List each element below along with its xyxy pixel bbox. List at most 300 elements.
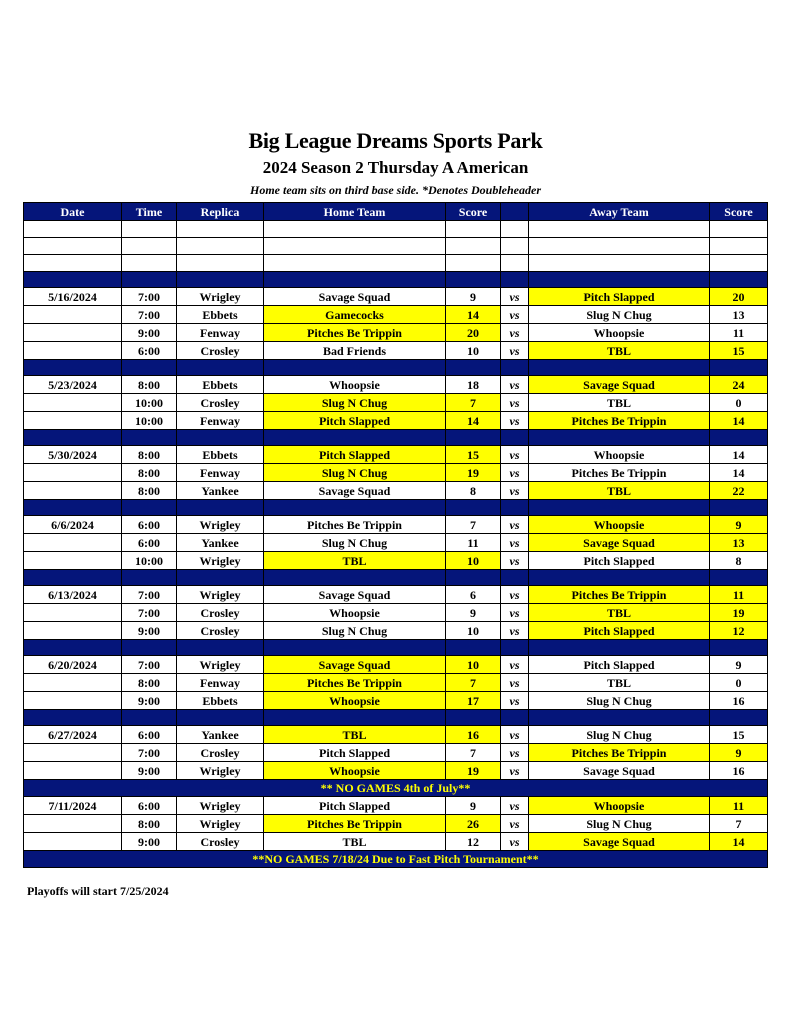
game-field: Wrigley — [177, 797, 264, 815]
col-date-header: Date — [24, 203, 122, 221]
blank-row — [24, 238, 768, 255]
home-score: 17 — [446, 692, 501, 710]
game-time: 6:00 — [122, 797, 177, 815]
separator-cell — [529, 360, 710, 376]
away-score: 8 — [710, 552, 768, 570]
week-separator-row — [24, 360, 768, 376]
away-score: 15 — [710, 726, 768, 744]
home-score: 20 — [446, 324, 501, 342]
week-separator-row — [24, 430, 768, 446]
away-team: Whoopsie — [529, 797, 710, 815]
game-row — [24, 656, 768, 674]
game-field: Ebbets — [177, 306, 264, 324]
game-field: Wrigley — [177, 288, 264, 306]
vs-label: vs — [501, 744, 529, 762]
separator-cell — [264, 570, 446, 586]
col-away-score-header: Score — [710, 203, 768, 221]
game-time: 8:00 — [122, 815, 177, 833]
game-date — [24, 692, 122, 710]
vs-label: vs — [501, 342, 529, 360]
page-subtitle: 2024 Season 2 Thursday A American — [262, 158, 529, 177]
game-row — [24, 464, 768, 482]
away-team: Whoopsie — [529, 446, 710, 464]
game-row — [24, 376, 768, 394]
game-row — [24, 726, 768, 744]
game-date: 5/16/2024 — [24, 288, 122, 306]
home-team: Whoopsie — [264, 692, 446, 710]
playoffs-note: Playoffs will start 7/25/2024 — [27, 884, 169, 898]
game-date: 6/13/2024 — [24, 586, 122, 604]
home-score: 16 — [446, 726, 501, 744]
separator-cell — [24, 430, 122, 446]
home-score: 7 — [446, 674, 501, 692]
game-row — [24, 482, 768, 500]
game-date — [24, 534, 122, 552]
game-time: 9:00 — [122, 762, 177, 780]
game-date — [24, 342, 122, 360]
home-team: Pitch Slapped — [264, 446, 446, 464]
page-title: Big League Dreams Sports Park — [248, 128, 543, 153]
separator-cell — [177, 710, 264, 726]
separator-cell — [24, 360, 122, 376]
vs-label: vs — [501, 394, 529, 412]
game-date — [24, 762, 122, 780]
separator-cell — [24, 570, 122, 586]
game-date — [24, 464, 122, 482]
away-team: TBL — [529, 482, 710, 500]
away-team: Pitches Be Trippin — [529, 412, 710, 430]
game-field: Crosley — [177, 833, 264, 851]
away-score: 14 — [710, 464, 768, 482]
away-team: Pitch Slapped — [529, 552, 710, 570]
schedule-body — [24, 221, 768, 868]
week-separator-row — [24, 640, 768, 656]
game-row — [24, 762, 768, 780]
separator-cell — [501, 710, 529, 726]
game-row — [24, 586, 768, 604]
separator-cell — [710, 570, 768, 586]
separator-cell — [177, 640, 264, 656]
separator-cell — [446, 430, 501, 446]
separator-cell — [501, 640, 529, 656]
game-field: Ebbets — [177, 692, 264, 710]
separator-cell — [24, 272, 122, 288]
away-score: 13 — [710, 306, 768, 324]
separator-cell — [264, 272, 446, 288]
game-row — [24, 604, 768, 622]
home-team: TBL — [264, 726, 446, 744]
separator-cell — [710, 430, 768, 446]
game-row — [24, 288, 768, 306]
game-time: 7:00 — [122, 604, 177, 622]
game-field: Wrigley — [177, 656, 264, 674]
home-score: 19 — [446, 464, 501, 482]
separator-cell — [529, 272, 710, 288]
home-team: Whoopsie — [264, 762, 446, 780]
game-date — [24, 622, 122, 640]
separator-cell — [529, 640, 710, 656]
separator-cell — [446, 570, 501, 586]
game-field: Wrigley — [177, 815, 264, 833]
game-date — [24, 394, 122, 412]
vs-label: vs — [501, 446, 529, 464]
game-field: Ebbets — [177, 446, 264, 464]
separator-cell — [446, 500, 501, 516]
game-row — [24, 534, 768, 552]
separator-cell — [122, 430, 177, 446]
blank-row — [24, 255, 768, 272]
vs-label: vs — [501, 464, 529, 482]
away-team: TBL — [529, 342, 710, 360]
separator-cell — [122, 710, 177, 726]
game-date: 6/6/2024 — [24, 516, 122, 534]
separator-cell — [529, 710, 710, 726]
vs-label: vs — [501, 306, 529, 324]
home-score: 9 — [446, 797, 501, 815]
away-team: Slug N Chug — [529, 692, 710, 710]
vs-label: vs — [501, 815, 529, 833]
final-notice-row — [24, 851, 768, 868]
home-team: Whoopsie — [264, 376, 446, 394]
vs-label: vs — [501, 622, 529, 640]
separator-cell — [24, 500, 122, 516]
vs-label: vs — [501, 288, 529, 306]
game-row — [24, 552, 768, 570]
vs-label: vs — [501, 762, 529, 780]
separator-cell — [529, 500, 710, 516]
away-score: 19 — [710, 604, 768, 622]
game-row — [24, 833, 768, 851]
separator-cell — [264, 430, 446, 446]
game-field: Wrigley — [177, 516, 264, 534]
vs-label: vs — [501, 833, 529, 851]
game-time: 8:00 — [122, 376, 177, 394]
home-team: Pitch Slapped — [264, 744, 446, 762]
away-score: 7 — [710, 815, 768, 833]
separator-cell — [122, 640, 177, 656]
game-date — [24, 674, 122, 692]
home-score: 12 — [446, 833, 501, 851]
away-team: Pitches Be Trippin — [529, 464, 710, 482]
away-score: 0 — [710, 394, 768, 412]
home-score: 8 — [446, 482, 501, 500]
away-team: Pitch Slapped — [529, 656, 710, 674]
separator-cell — [264, 360, 446, 376]
home-score: 11 — [446, 534, 501, 552]
game-row — [24, 446, 768, 464]
game-date: 5/23/2024 — [24, 376, 122, 394]
home-team: Slug N Chug — [264, 394, 446, 412]
away-team: Pitches Be Trippin — [529, 586, 710, 604]
separator-cell — [529, 570, 710, 586]
home-score: 7 — [446, 394, 501, 412]
separator-cell — [710, 360, 768, 376]
schedule-table — [23, 202, 768, 868]
away-score: 14 — [710, 412, 768, 430]
home-team: Slug N Chug — [264, 622, 446, 640]
vs-label: vs — [501, 412, 529, 430]
game-date — [24, 604, 122, 622]
home-score: 10 — [446, 622, 501, 640]
away-team: Pitch Slapped — [529, 288, 710, 306]
separator-cell — [122, 272, 177, 288]
home-score: 7 — [446, 744, 501, 762]
blank-row — [24, 221, 768, 238]
away-team: TBL — [529, 674, 710, 692]
away-team: Slug N Chug — [529, 306, 710, 324]
game-field: Crosley — [177, 604, 264, 622]
game-time: 9:00 — [122, 692, 177, 710]
separator-cell — [177, 430, 264, 446]
col-replica-header: Replica — [177, 203, 264, 221]
game-time: 6:00 — [122, 726, 177, 744]
separator-cell — [24, 710, 122, 726]
separator-cell — [264, 710, 446, 726]
game-row — [24, 306, 768, 324]
away-score: 13 — [710, 534, 768, 552]
home-team: Slug N Chug — [264, 534, 446, 552]
away-score: 9 — [710, 516, 768, 534]
game-field: Crosley — [177, 342, 264, 360]
away-team: Slug N Chug — [529, 726, 710, 744]
vs-label: vs — [501, 604, 529, 622]
away-score: 15 — [710, 342, 768, 360]
separator-cell — [264, 500, 446, 516]
game-row — [24, 324, 768, 342]
vs-label: vs — [501, 797, 529, 815]
away-score: 11 — [710, 324, 768, 342]
game-field: Wrigley — [177, 552, 264, 570]
home-team: Slug N Chug — [264, 464, 446, 482]
home-team: Pitch Slapped — [264, 797, 446, 815]
home-team: Whoopsie — [264, 604, 446, 622]
away-team: TBL — [529, 394, 710, 412]
vs-label: vs — [501, 656, 529, 674]
final-notice-text: **NO GAMES 7/18/24 Due to Fast Pitch Tournament** — [24, 851, 768, 868]
away-team: TBL — [529, 604, 710, 622]
game-time: 7:00 — [122, 656, 177, 674]
notice-row — [24, 780, 768, 797]
separator-cell — [529, 430, 710, 446]
game-time: 9:00 — [122, 324, 177, 342]
away-score: 9 — [710, 656, 768, 674]
home-team: Savage Squad — [264, 482, 446, 500]
game-field: Fenway — [177, 324, 264, 342]
home-team: Gamecocks — [264, 306, 446, 324]
game-date: 5/30/2024 — [24, 446, 122, 464]
home-team: TBL — [264, 833, 446, 851]
game-row — [24, 744, 768, 762]
week-separator-row — [24, 500, 768, 516]
home-team: Savage Squad — [264, 586, 446, 604]
away-score: 0 — [710, 674, 768, 692]
separator-cell — [710, 710, 768, 726]
home-team: Pitch Slapped — [264, 412, 446, 430]
home-score: 15 — [446, 446, 501, 464]
page-note: Home team sits on third base side. *Denotes Doubleheader — [250, 183, 541, 197]
week-separator-row — [24, 710, 768, 726]
separator-cell — [446, 710, 501, 726]
away-score: 12 — [710, 622, 768, 640]
away-team: Savage Squad — [529, 376, 710, 394]
game-time: 7:00 — [122, 288, 177, 306]
col-away-team-header: Away Team — [529, 203, 710, 221]
game-row — [24, 516, 768, 534]
separator-cell — [501, 360, 529, 376]
vs-label: vs — [501, 692, 529, 710]
game-time: 7:00 — [122, 306, 177, 324]
game-field: Fenway — [177, 674, 264, 692]
separator-cell — [177, 360, 264, 376]
game-time: 8:00 — [122, 446, 177, 464]
separator-cell — [710, 640, 768, 656]
game-field: Yankee — [177, 726, 264, 744]
home-score: 10 — [446, 656, 501, 674]
away-team: Savage Squad — [529, 833, 710, 851]
game-date — [24, 412, 122, 430]
game-row — [24, 674, 768, 692]
home-score: 26 — [446, 815, 501, 833]
game-time: 10:00 — [122, 552, 177, 570]
home-score: 14 — [446, 412, 501, 430]
game-time: 6:00 — [122, 534, 177, 552]
game-date — [24, 815, 122, 833]
home-team: Pitches Be Trippin — [264, 324, 446, 342]
home-score: 10 — [446, 342, 501, 360]
notice-text: ** NO GAMES 4th of July** — [24, 780, 768, 797]
vs-label: vs — [501, 376, 529, 394]
away-score: 16 — [710, 762, 768, 780]
game-field: Crosley — [177, 744, 264, 762]
home-score: 9 — [446, 604, 501, 622]
game-date: 6/27/2024 — [24, 726, 122, 744]
separator-cell — [122, 570, 177, 586]
game-field: Ebbets — [177, 376, 264, 394]
game-date: 7/11/2024 — [24, 797, 122, 815]
away-team: Whoopsie — [529, 516, 710, 534]
col-home-team-header: Home Team — [264, 203, 446, 221]
separator-cell — [446, 360, 501, 376]
game-time: 8:00 — [122, 674, 177, 692]
game-row — [24, 394, 768, 412]
separator-cell — [501, 570, 529, 586]
away-team: Whoopsie — [529, 324, 710, 342]
game-time: 10:00 — [122, 412, 177, 430]
separator-cell — [24, 640, 122, 656]
game-field: Fenway — [177, 412, 264, 430]
home-score: 9 — [446, 288, 501, 306]
week-separator-row — [24, 272, 768, 288]
away-score: 11 — [710, 586, 768, 604]
home-score: 14 — [446, 306, 501, 324]
separator-cell — [122, 500, 177, 516]
game-date — [24, 552, 122, 570]
vs-label: vs — [501, 586, 529, 604]
game-field: Wrigley — [177, 586, 264, 604]
away-score: 20 — [710, 288, 768, 306]
game-time: 10:00 — [122, 394, 177, 412]
away-team: Slug N Chug — [529, 815, 710, 833]
vs-label: vs — [501, 482, 529, 500]
away-score: 11 — [710, 797, 768, 815]
home-team: Savage Squad — [264, 288, 446, 306]
separator-cell — [501, 272, 529, 288]
separator-cell — [177, 272, 264, 288]
home-team: Bad Friends — [264, 342, 446, 360]
home-score: 7 — [446, 516, 501, 534]
separator-cell — [446, 640, 501, 656]
home-team: Pitches Be Trippin — [264, 516, 446, 534]
home-score: 6 — [446, 586, 501, 604]
home-score: 19 — [446, 762, 501, 780]
vs-label: vs — [501, 516, 529, 534]
vs-label: vs — [501, 726, 529, 744]
col-time-header: Time — [122, 203, 177, 221]
away-score: 14 — [710, 833, 768, 851]
separator-cell — [264, 640, 446, 656]
game-time: 8:00 — [122, 482, 177, 500]
game-date: 6/20/2024 — [24, 656, 122, 674]
game-row — [24, 342, 768, 360]
game-time: 6:00 — [122, 516, 177, 534]
away-team: Pitches Be Trippin — [529, 744, 710, 762]
away-score: 22 — [710, 482, 768, 500]
game-field: Crosley — [177, 622, 264, 640]
home-team: Savage Squad — [264, 656, 446, 674]
away-score: 16 — [710, 692, 768, 710]
away-score: 14 — [710, 446, 768, 464]
game-time: 8:00 — [122, 464, 177, 482]
vs-label: vs — [501, 552, 529, 570]
vs-label: vs — [501, 534, 529, 552]
away-team: Savage Squad — [529, 534, 710, 552]
game-field: Wrigley — [177, 762, 264, 780]
separator-cell — [446, 272, 501, 288]
game-time: 7:00 — [122, 586, 177, 604]
game-time: 7:00 — [122, 744, 177, 762]
game-row — [24, 622, 768, 640]
separator-cell — [501, 500, 529, 516]
home-team: TBL — [264, 552, 446, 570]
game-date — [24, 306, 122, 324]
table-header-row — [24, 203, 768, 221]
game-row — [24, 815, 768, 833]
separator-cell — [710, 272, 768, 288]
separator-cell — [122, 360, 177, 376]
game-time: 9:00 — [122, 833, 177, 851]
game-row — [24, 692, 768, 710]
separator-cell — [177, 570, 264, 586]
separator-cell — [177, 500, 264, 516]
away-team: Pitch Slapped — [529, 622, 710, 640]
separator-cell — [710, 500, 768, 516]
game-date — [24, 482, 122, 500]
game-field: Fenway — [177, 464, 264, 482]
vs-label: vs — [501, 674, 529, 692]
game-date — [24, 324, 122, 342]
game-time: 6:00 — [122, 342, 177, 360]
game-field: Yankee — [177, 534, 264, 552]
game-date — [24, 833, 122, 851]
game-row — [24, 412, 768, 430]
col-vs-header — [501, 203, 529, 221]
home-team: Pitches Be Trippin — [264, 815, 446, 833]
game-field: Crosley — [177, 394, 264, 412]
away-team: Savage Squad — [529, 762, 710, 780]
col-home-score-header: Score — [446, 203, 501, 221]
game-field: Yankee — [177, 482, 264, 500]
home-score: 18 — [446, 376, 501, 394]
